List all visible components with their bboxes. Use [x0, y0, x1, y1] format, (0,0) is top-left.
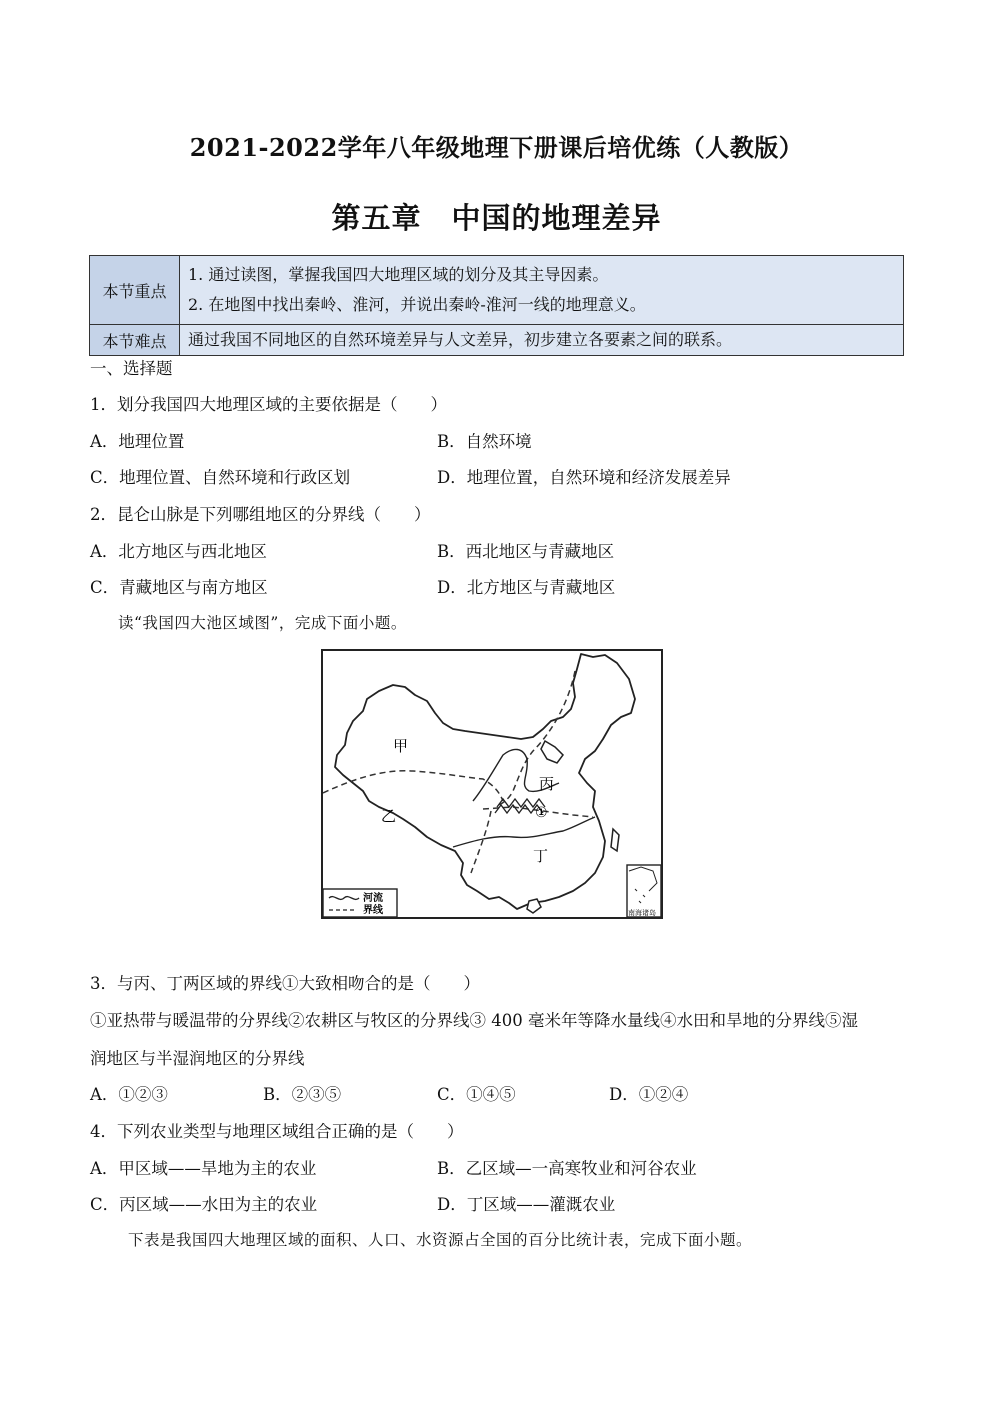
region-label-bing: 丙	[539, 775, 555, 793]
q4-option-a[interactable]: A．甲区域——旱地为主的农业	[90, 1159, 317, 1178]
region-label-ding: 丁	[533, 847, 549, 865]
q3-stem: 3．与丙、丁两区域的界线①大致相吻合的是（ ）	[90, 974, 480, 993]
inset-label: 南海诸岛	[628, 909, 656, 917]
region-label-yi: 乙	[381, 807, 397, 825]
map-legend	[323, 889, 397, 917]
q2-option-a[interactable]: A．北方地区与西北地区	[90, 542, 267, 561]
china-outline	[335, 654, 635, 909]
worksheet-title: 2021-2022学年八年级地理下册课后培优练（人教版）	[189, 133, 804, 162]
difficulty-label: 本节难点	[90, 325, 180, 356]
legend-boundary-label: 界线	[363, 905, 383, 916]
q1-option-d[interactable]: D．地理位置，自然环境和经济发展差异	[437, 468, 731, 487]
q2-option-b[interactable]: B．西北地区与青藏地区	[437, 542, 615, 561]
q3-option-c[interactable]: C．①④⑤	[437, 1085, 516, 1104]
taiwan-island	[611, 829, 619, 851]
map-intro: 读“我国四大池区域图”，完成下面小题。	[118, 614, 407, 632]
q4-option-d[interactable]: D．丁区域——灌溉农业	[437, 1195, 616, 1214]
q2-option-d[interactable]: D．北方地区与青藏地区	[437, 578, 616, 597]
q3-options-line1: ①亚热带与暖温带的分界线②农耕区与牧区的分界线③ 400 毫米年等降水量线④水田和旱地的分界线⑤湿	[90, 1011, 858, 1030]
q1-option-c[interactable]: C．地理位置、自然环境和行政区划	[90, 468, 351, 487]
focus-cell	[180, 256, 904, 325]
q4-option-c[interactable]: C．丙区域——水田为主的农业	[90, 1195, 318, 1214]
section-title: 一、选择题	[90, 359, 173, 378]
chapter-title: 第五章 中国的地理差异	[331, 201, 662, 235]
q3-options-line2: 润地区与半湿润地区的分界线	[90, 1049, 305, 1068]
q4-stem: 4．下列农业类型与地理区域组合正确的是（ ）	[90, 1122, 464, 1141]
q3-option-d[interactable]: D．①②④	[609, 1085, 689, 1104]
key-points-table	[89, 255, 904, 356]
q1-stem: 1．划分我国四大地理区域的主要依据是（ ）	[90, 395, 447, 414]
region-label-jia: 甲	[393, 737, 409, 755]
q2-option-c[interactable]: C．青藏地区与南方地区	[90, 578, 268, 597]
q1-option-b[interactable]: B．自然环境	[437, 432, 532, 451]
q3-option-a[interactable]: A．①②③	[90, 1085, 168, 1104]
china-regions-map	[321, 649, 663, 919]
q3-option-b[interactable]: B．②③⑤	[263, 1085, 342, 1104]
focus-item: 1. 通过读图，掌握我国四大地理区域的划分及其主导因素。	[188, 265, 609, 284]
q2-stem: 2．昆仑山脉是下列哪组地区的分界线（ ）	[90, 505, 431, 524]
focus-item: 2. 在地图中找出秦岭、淮河，并说出秦岭-淮河一线的地理意义。	[188, 295, 646, 314]
map-drawing	[323, 651, 661, 917]
focus-label: 本节重点	[90, 256, 180, 325]
table-intro: 下表是我国四大地理区域的面积、人口、水资源占全国的百分比统计表，完成下面小题。	[128, 1231, 753, 1249]
q1-option-a[interactable]: A．地理位置	[90, 432, 185, 451]
q4-option-b[interactable]: B．乙区域—一高寒牧业和河谷农业	[437, 1159, 697, 1178]
boundary-marker-1: ①	[535, 805, 548, 821]
legend-river-label: 河流	[363, 893, 383, 904]
difficulty-text: 通过我国不同地区的自然环境差异与人文差异，初步建立各要素之间的联系。	[180, 325, 904, 356]
